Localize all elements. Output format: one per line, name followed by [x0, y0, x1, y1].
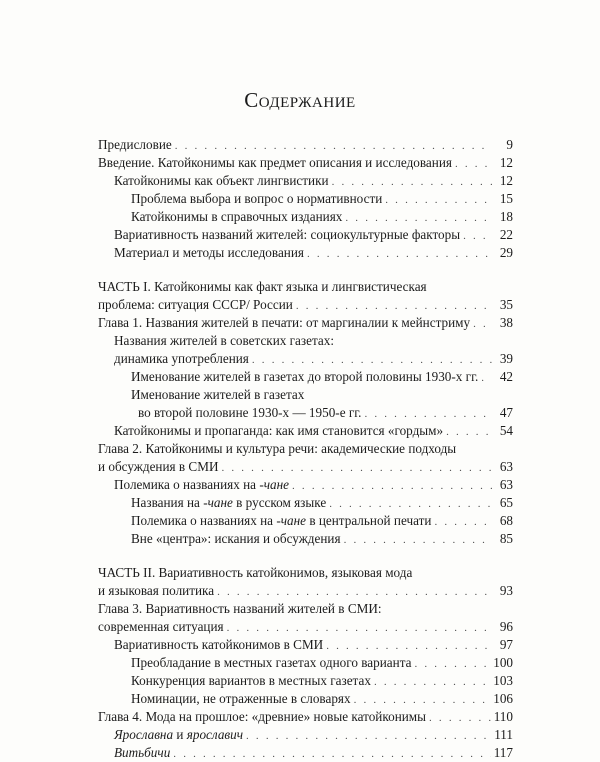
toc-entry-title-line: Именование жителей в газетах [131, 387, 305, 402]
toc-leader [345, 210, 492, 226]
toc-entry-title: Материал и методы исследования [114, 245, 304, 260]
toc-entry-title-line: Глава 2. Катойконимы и культура речи: академические подходы [98, 441, 457, 456]
toc-entry [98, 583, 513, 599]
toc-leader [217, 584, 492, 600]
toc-page-number: 63 [499, 459, 513, 474]
toc-entry-title: Катойконимы в справочных изданиях [131, 209, 343, 224]
toc-entry-title: Полемика о названиях на -чане [114, 477, 290, 492]
toc-leader [175, 138, 492, 154]
toc-page-number: 18 [499, 209, 513, 224]
toc-entry-title: Полемика о названиях на -чане в центральной печати [131, 513, 432, 528]
toc-entry-title: проблема: ситуация СССР/ России [98, 297, 293, 312]
toc-leader [429, 710, 491, 726]
toc-entry [98, 727, 513, 743]
toc-page-number: 12 [499, 173, 513, 188]
toc-leader [463, 228, 492, 244]
toc-entry [98, 137, 513, 153]
toc-page-number: 100 [493, 655, 513, 670]
toc-page-number: 68 [499, 513, 513, 528]
toc-page-number: 39 [499, 351, 513, 366]
toc-entry [98, 423, 513, 439]
toc-leader [414, 656, 490, 672]
toc-leader [221, 460, 492, 476]
toc-page-number: 111 [494, 727, 513, 742]
toc-entry [98, 513, 513, 529]
toc-entry-title: Вариативность катойконимов в СМИ [114, 637, 324, 652]
toc-entry [98, 173, 513, 189]
toc-page-number: 93 [499, 583, 513, 598]
toc-entry-title: Ярославна и ярославич [114, 727, 244, 742]
toc-entry-title: и обсуждения в СМИ [98, 459, 219, 474]
toc-entry [98, 531, 513, 547]
toc-page-number: 117 [493, 745, 513, 760]
toc-entry [98, 619, 513, 635]
toc-leader [307, 246, 492, 262]
toc-entry-title: Преобладание в местных газетах одного варианта [131, 655, 412, 670]
toc-page-number: 85 [499, 531, 513, 546]
toc-entry [98, 191, 513, 207]
toc-entry [98, 745, 513, 761]
toc-page-number: 22 [499, 227, 513, 242]
toc-entry [98, 209, 513, 225]
toc-entry [98, 477, 513, 493]
toc-entry-title: Глава 1. Названия жителей в печати: от маргиналии к мейнстриму [98, 315, 471, 330]
toc-leader [329, 496, 492, 512]
toc-page-number: 110 [493, 709, 513, 724]
toc-entry [98, 405, 513, 421]
toc-entry-title: Введение. Катойконимы как предмет описания и исследования [98, 155, 452, 170]
toc-entry [98, 655, 513, 671]
toc-leader [332, 174, 492, 190]
toc-entry [98, 369, 513, 385]
toc-page-number: 38 [499, 315, 513, 330]
toc-page-number: 65 [499, 495, 513, 510]
toc-leader [246, 728, 491, 744]
toc-entry-title: Конкуренция вариантов в местных газетах [131, 673, 371, 688]
toc-page-number: 12 [499, 155, 513, 170]
toc-entry-title: Витьбичи [114, 745, 171, 760]
toc-entry-title: современная ситуация [98, 619, 224, 634]
toc-entry-title: Именование жителей в газетах до второй половины 1930-х гг. [131, 369, 479, 384]
toc-entry [98, 297, 513, 313]
toc-leader [481, 370, 492, 386]
toc-entry-title: Названия на -чане в русском языке [131, 495, 327, 510]
toc-entry [98, 245, 513, 261]
toc-entry [98, 227, 513, 243]
toc-leader [296, 298, 492, 314]
toc-leader [344, 532, 492, 548]
toc-entry-title: Глава 4. Мода на прошлое: «древние» новые катойконимы [98, 709, 427, 724]
toc-entry [98, 495, 513, 511]
toc-page-number: 97 [499, 637, 513, 652]
toc-leader [374, 674, 490, 690]
toc-leader [385, 192, 492, 208]
toc-page-number: 63 [499, 477, 513, 492]
toc-leader [455, 156, 492, 172]
toc-entry-title: Вариативность названий жителей: социокультурные факторы [114, 227, 461, 242]
toc-leader [252, 352, 492, 368]
toc-page-number: 96 [499, 619, 513, 634]
toc-leader [364, 406, 492, 422]
toc-entry [98, 459, 513, 475]
toc-entry-title: Номинации, не отраженные в словарях [131, 691, 351, 706]
toc-leader [173, 746, 490, 762]
toc-entry-title-line: Глава 3. Вариативность названий жителей в СМИ: [98, 601, 382, 616]
toc-leader [354, 692, 491, 708]
toc-leader [434, 514, 492, 530]
toc-entry-title: Катойконимы как объект лингвистики [114, 173, 329, 188]
toc-entry-title: Вне «центра»: искания и обсуждения [131, 531, 341, 546]
toc-page-number: 29 [499, 245, 513, 260]
toc-entry-title: динамика употребления [114, 351, 249, 366]
toc-entry-title: Предисловие [98, 137, 172, 152]
toc-entry [98, 637, 513, 653]
toc-page-number: 42 [499, 369, 513, 384]
toc-entry [98, 691, 513, 707]
toc-leader [326, 638, 492, 654]
toc-page-number: 9 [506, 137, 513, 152]
toc-entry-title-line: Названия жителей в советских газетах: [114, 333, 335, 348]
toc-page-number: 106 [493, 691, 513, 706]
toc-page-number: 47 [499, 405, 513, 420]
toc-entry [98, 351, 513, 367]
toc-page-number: 15 [499, 191, 513, 206]
toc-leader [292, 478, 492, 494]
toc-leader [227, 620, 492, 636]
toc-entry-title: Проблема выбора и вопрос о нормативности [131, 191, 383, 206]
toc-leader [473, 316, 492, 332]
toc-entry-title: Катойконимы и пропаганда: как имя становится «гордым» [114, 423, 444, 438]
toc-entry [98, 315, 513, 331]
toc-entry-title: во второй половине 1930-х — 1950-е гг. [138, 405, 362, 420]
toc-part-heading: ЧАСТЬ I. Катойконимы как факт языка и лингвистическая [98, 279, 427, 294]
toc-page-number: 35 [499, 297, 513, 312]
page-title: Содержание [244, 88, 356, 112]
toc-entry [98, 673, 513, 689]
toc-page-number: 54 [499, 423, 513, 438]
toc-part-heading: ЧАСТЬ II. Вариативность катойконимов, языковая мода [98, 565, 413, 580]
toc-entry [98, 709, 513, 725]
toc-leader [446, 424, 492, 440]
toc-entry [98, 155, 513, 171]
toc-page-number: 103 [493, 673, 513, 688]
toc-entry-title: и языковая политика [98, 583, 215, 598]
